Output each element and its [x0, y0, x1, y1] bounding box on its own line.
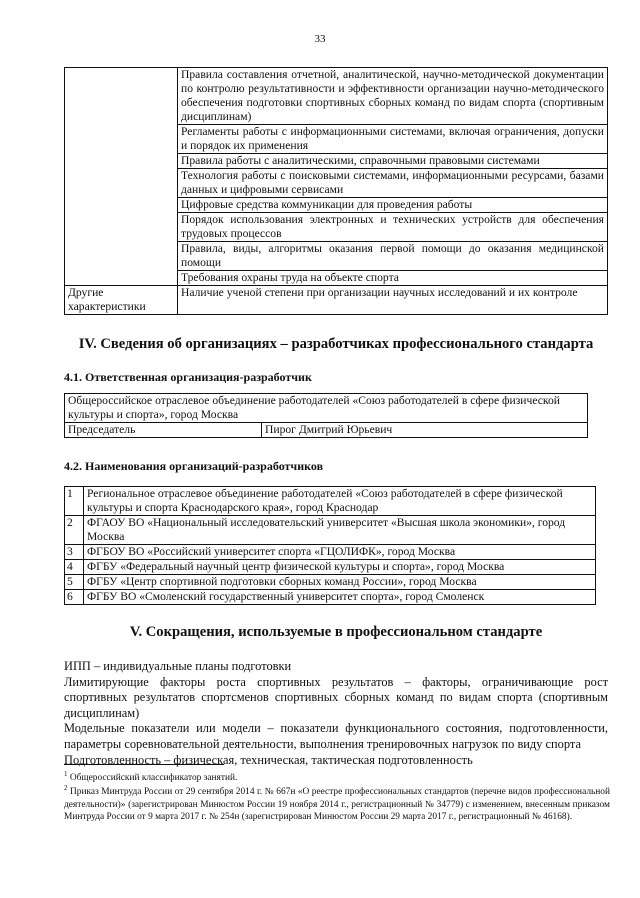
row-number: 6	[65, 590, 84, 605]
chair-name-cell: Пирог Дмитрий Юрьевич	[262, 423, 588, 438]
table-cell-label	[65, 68, 178, 286]
table-row	[65, 575, 596, 590]
abbreviations-list	[64, 659, 608, 768]
table-cell: Цифровые средства коммуникации для проведения работы	[178, 198, 608, 213]
developer-name: ФГБУ «Федеральный научный центр физической культуры и спорта», город Москва	[84, 560, 596, 575]
developer-name: ФГБУ ВО «Смоленский государственный университет спорта», город Смоленск	[84, 590, 596, 605]
table-row	[65, 286, 608, 315]
table-cell: Наличие ученой степени при организации научных исследований и их контроле	[178, 286, 608, 315]
abbreviation-item: Лимитирующие факторы роста спортивных результатов – факторы, ограничивающие рост спортивных результатов спортсменов спортивных сборных команд по видам спорта (спортивным дисциплинам)	[64, 674, 608, 720]
table-row	[65, 68, 608, 125]
abbreviation-item: ИПП – индивидуальные планы подготовки	[64, 659, 292, 673]
row-number: 3	[65, 545, 84, 560]
section4-title: IV. Сведения об организациях – разработчиках профессионального стандарта	[78, 336, 594, 352]
section4-1-title: 4.1. Ответственная организация-разработчик	[64, 370, 312, 384]
table-cell: Технология работы с поисковыми системами, информационными ресурсами, базами данных и цифровыми сервисами	[178, 169, 608, 198]
org-name-cell: Общероссийское отраслевое объединение работодателей «Союз работодателей в сфере физической культуры и спорта», город Москва	[65, 394, 588, 423]
table-row	[65, 487, 596, 516]
row-number: 5	[65, 575, 84, 590]
knowledge-table	[64, 67, 608, 315]
table-cell-label: Другие характеристики	[65, 286, 178, 315]
table-row	[65, 516, 596, 545]
developer-name: ФГБУ «Центр спортивной подготовки сборных команд России», город Москва	[84, 575, 596, 590]
table-row	[65, 590, 596, 605]
footnote-mark: 1	[64, 770, 68, 778]
table-row	[65, 394, 588, 423]
table-cell: Требования охраны труда на объекте спорта	[178, 271, 608, 286]
footnote-mark: 2	[64, 784, 68, 792]
section4-2-title: 4.2. Наименования организаций-разработчиков	[64, 459, 324, 473]
footnote-text: Приказ Минтруда России от 29 сентября 2014 г. № 667н «О реестре профессиональных стандартов (перечне видов профессиональной деятельности)» (зарегистрирован Минюстом России 19 ноября 2014 г., регистрационный № 34779) с изменением, внесенным приказом Минтруда России от 9 марта 2017 г. № 254н (зарегистрирован Минюстом России 29 марта 2017 г., регистрационный № 46168).	[64, 787, 610, 823]
table-cell: Правила, виды, алгоритмы оказания первой помощи до оказания медицинской помощи	[178, 242, 608, 271]
row-number: 1	[65, 487, 84, 516]
row-number: 4	[65, 560, 84, 575]
table-row	[65, 560, 596, 575]
abbreviation-item: Подготовленность – физическая, техническая, тактическая подготовленность	[64, 752, 473, 767]
table-cell: Правила работы с аналитическими, справочными правовыми системами	[178, 154, 608, 169]
table-row	[65, 423, 588, 438]
page-number: 33	[314, 33, 326, 45]
footnote-separator	[64, 764, 224, 765]
table-cell: Правила составления отчетной, аналитической, научно-методической документации по контролю результативности и эффективности организации научно-методического обеспечения подготовки спортивных сборных команд по видам спорта (спортивным дисциплинам)	[178, 68, 608, 125]
responsible-org-table	[64, 393, 588, 438]
table-cell: Порядок использования электронных и технических устройств для обеспечения трудовых процессов	[178, 213, 608, 242]
developer-name: ФГБОУ ВО «Российский университет спорта «ГЦОЛИФК», город Москва	[84, 545, 596, 560]
row-number: 2	[65, 516, 84, 545]
footnote-text: Общероссийский классификатор занятий.	[69, 773, 238, 784]
footnote-2	[64, 782, 610, 824]
developer-name: Региональное отраслевое объединение работодателей «Союз работодателей в сфере физической культуры и спорта Краснодарского края», город Краснодар	[84, 487, 596, 516]
table-cell: Регламенты работы с информационными системами, включая ограничения, допуски и порядок их применения	[178, 125, 608, 154]
developer-name: ФГАОУ ВО «Национальный исследовательский университет «Высшая школа экономики», город Москва	[84, 516, 596, 545]
table-row	[65, 545, 596, 560]
section5-title: V. Сокращения, используемые в профессиональном стандарте	[129, 624, 543, 640]
developers-table	[64, 486, 596, 605]
chair-label-cell: Председатель	[65, 423, 262, 438]
abbreviation-item: Модельные показатели или модели – показатели функционального состояния, подготовленности, параметры соревновательной деятельности, выполнения тренировочных нагрузок по виду спорта	[64, 721, 608, 751]
